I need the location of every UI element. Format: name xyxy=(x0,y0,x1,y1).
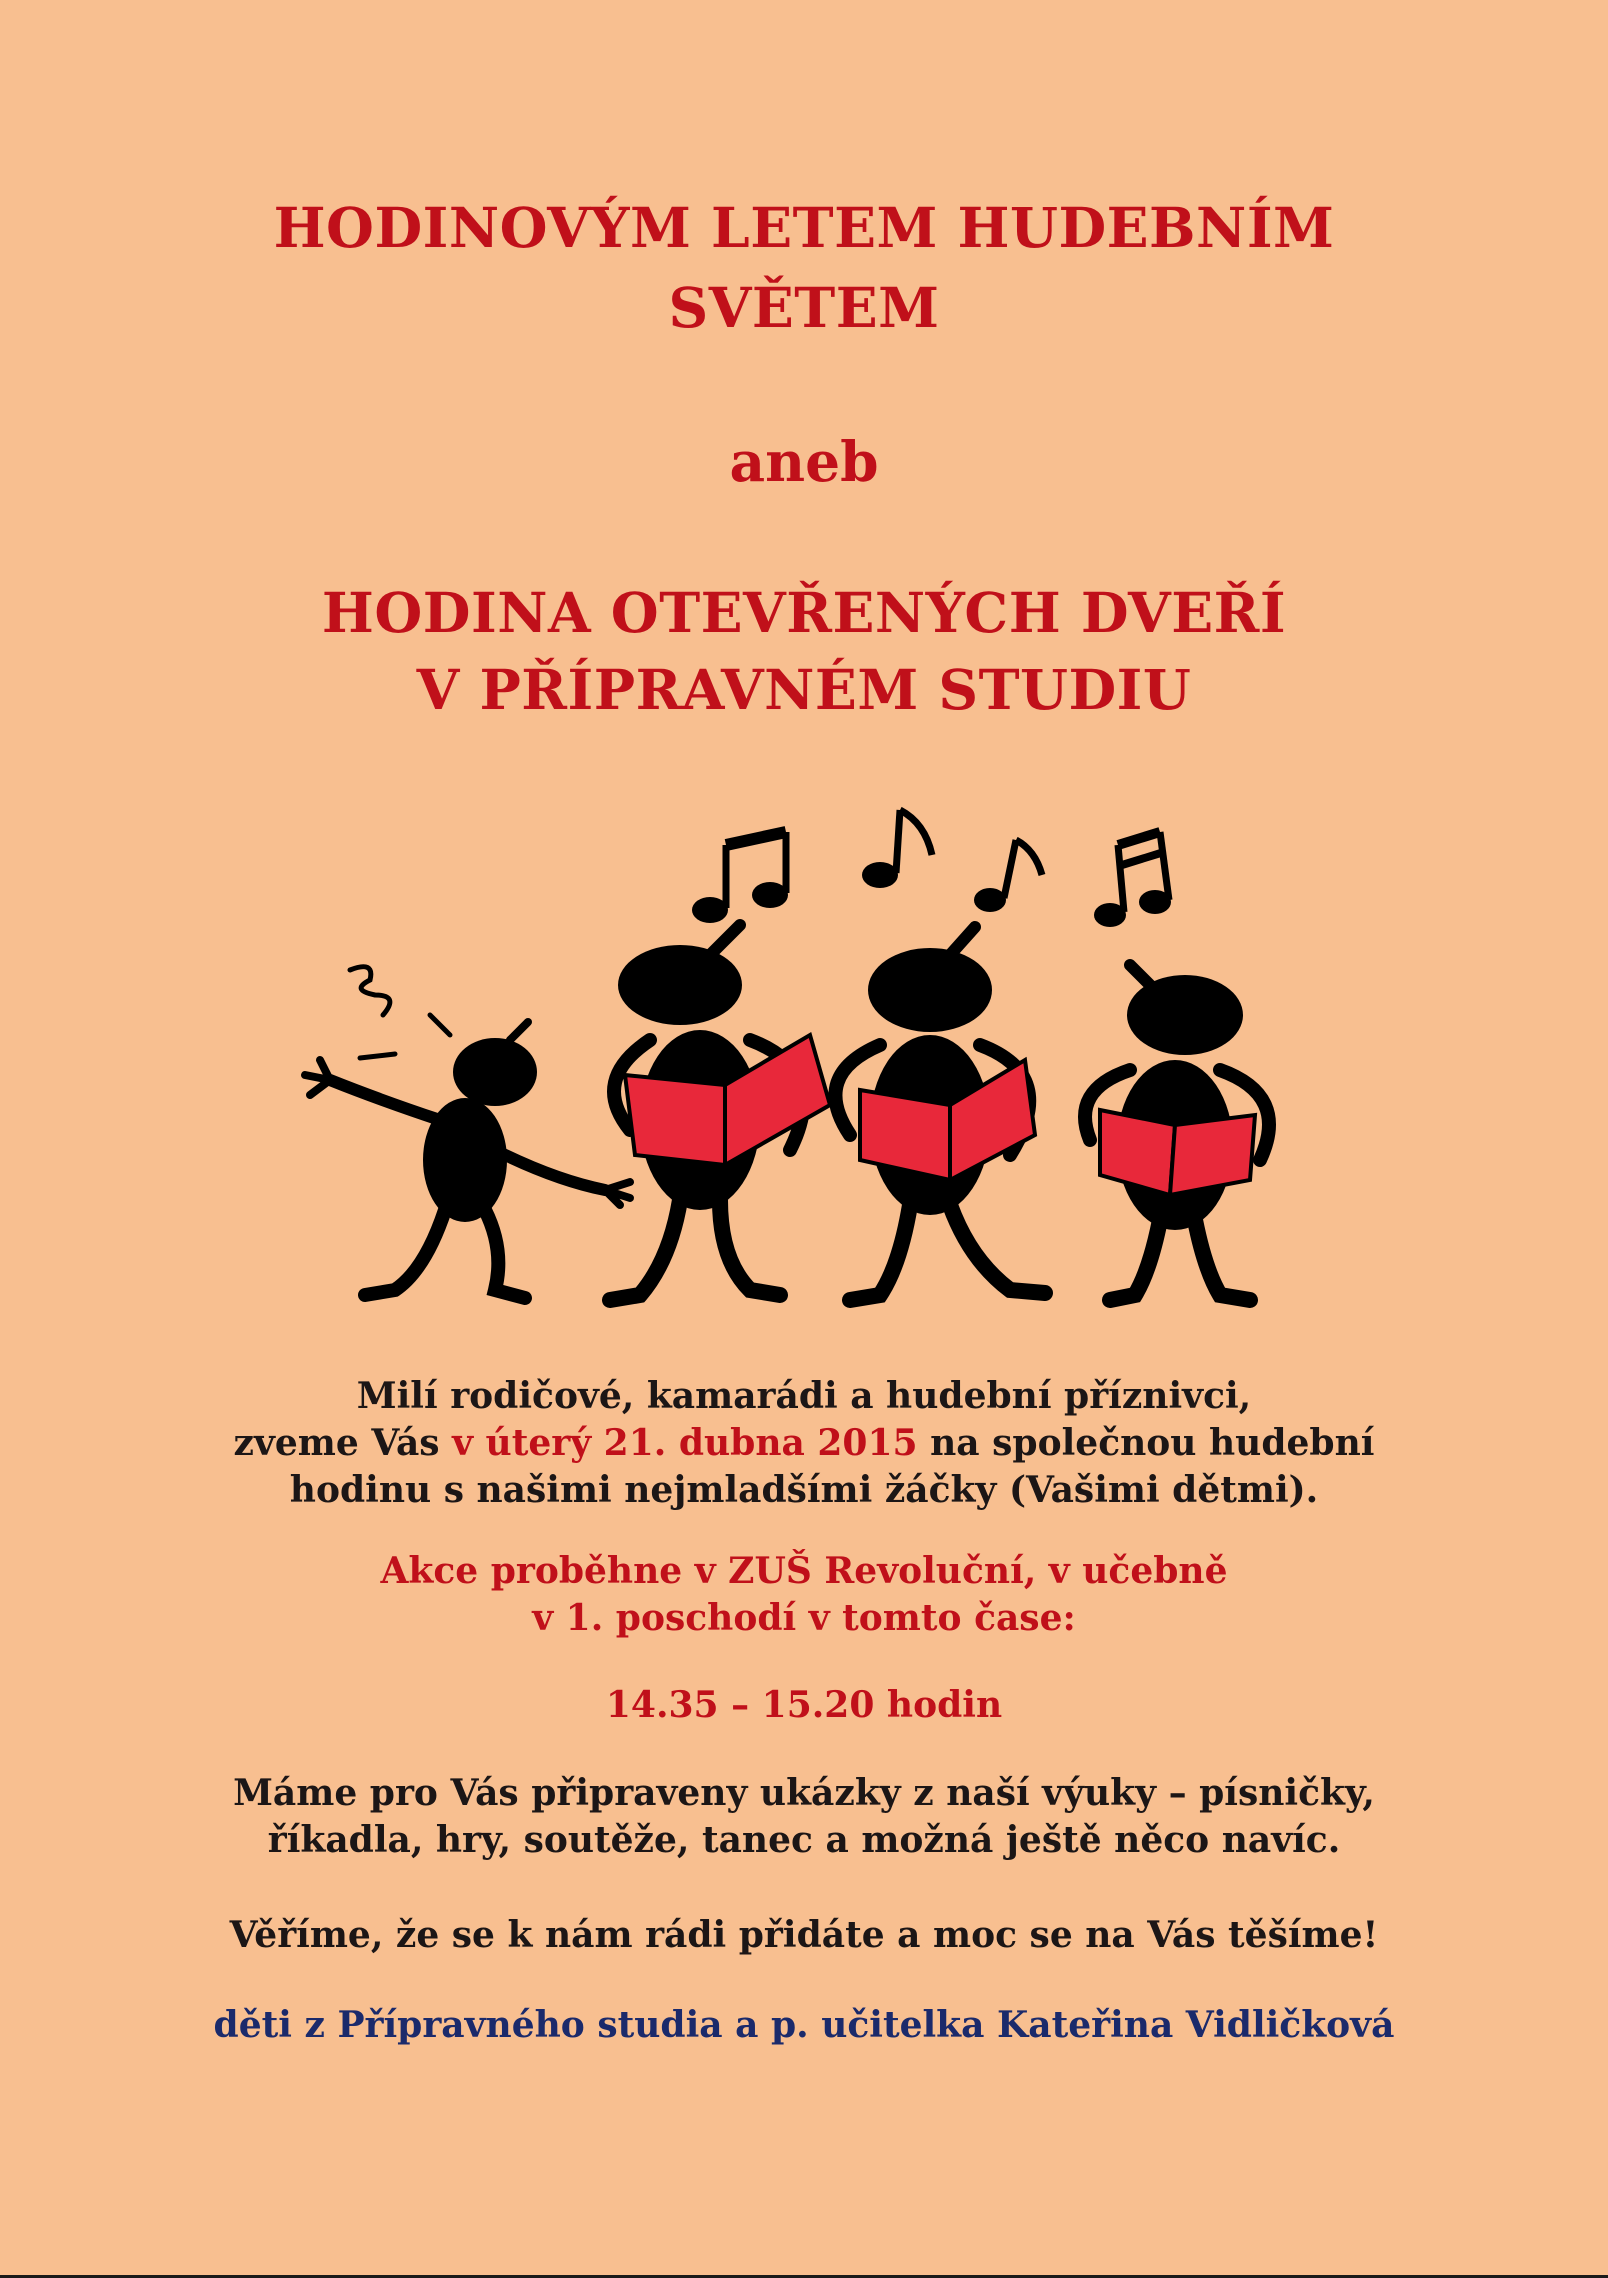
title-line-1: HODINOVÝM LETEM HUDEBNÍM xyxy=(273,195,1335,260)
subtitle-line-2: V PŘÍPRAVNÉM STUDIU xyxy=(416,657,1192,722)
invitation-line-2 xyxy=(0,1420,1608,1467)
singer-figure-2 xyxy=(835,927,1045,1300)
subtitle-line-1: HODINA OTEVŘENÝCH DVEŘÍ xyxy=(321,580,1287,645)
closing-line: Věříme, že se k nám rádi přidáte a moc se na Vás těšíme! xyxy=(229,1914,1379,1956)
singer-figure-3 xyxy=(1085,965,1269,1300)
connector-aneb: aneb xyxy=(729,429,879,494)
event-date: v úterý 21. dubna 2015 xyxy=(452,1422,918,1464)
invitation-line-2-start: zveme Vás xyxy=(233,1422,453,1464)
title-line-2: SVĚTEM xyxy=(668,275,940,340)
choir-illustration xyxy=(270,790,1350,1310)
program-line-2: říkadla, hry, soutěže, tanec a možná ještě něco navíc. xyxy=(267,1819,1341,1861)
signature: děti z Přípravného studia a p. učitelka Kateřina Vidličková xyxy=(213,2004,1395,2046)
location-line-2: v 1. poschodí v tomto čase: xyxy=(532,1597,1076,1639)
invitation-line-2-end: na společnou hudební xyxy=(917,1422,1375,1464)
program-line-1: Máme pro Vás připraveny ukázky z naší výuky – písničky, xyxy=(233,1772,1375,1814)
invitation-line-3: hodinu s našimi nejmladšími žáčky (Vašimi dětmi). xyxy=(289,1469,1319,1511)
music-notes-icon xyxy=(692,810,1171,927)
invitation-line-1: Milí rodičové, kamarádi a hudební příznivci, xyxy=(356,1375,1252,1417)
singer-figure-1 xyxy=(610,925,830,1300)
conductor-figure xyxy=(305,967,630,1298)
event-time: 14.35 – 15.20 hodin xyxy=(605,1684,1003,1726)
location-line-1: Akce proběhne v ZUŠ Revoluční, v učebně xyxy=(380,1550,1228,1592)
